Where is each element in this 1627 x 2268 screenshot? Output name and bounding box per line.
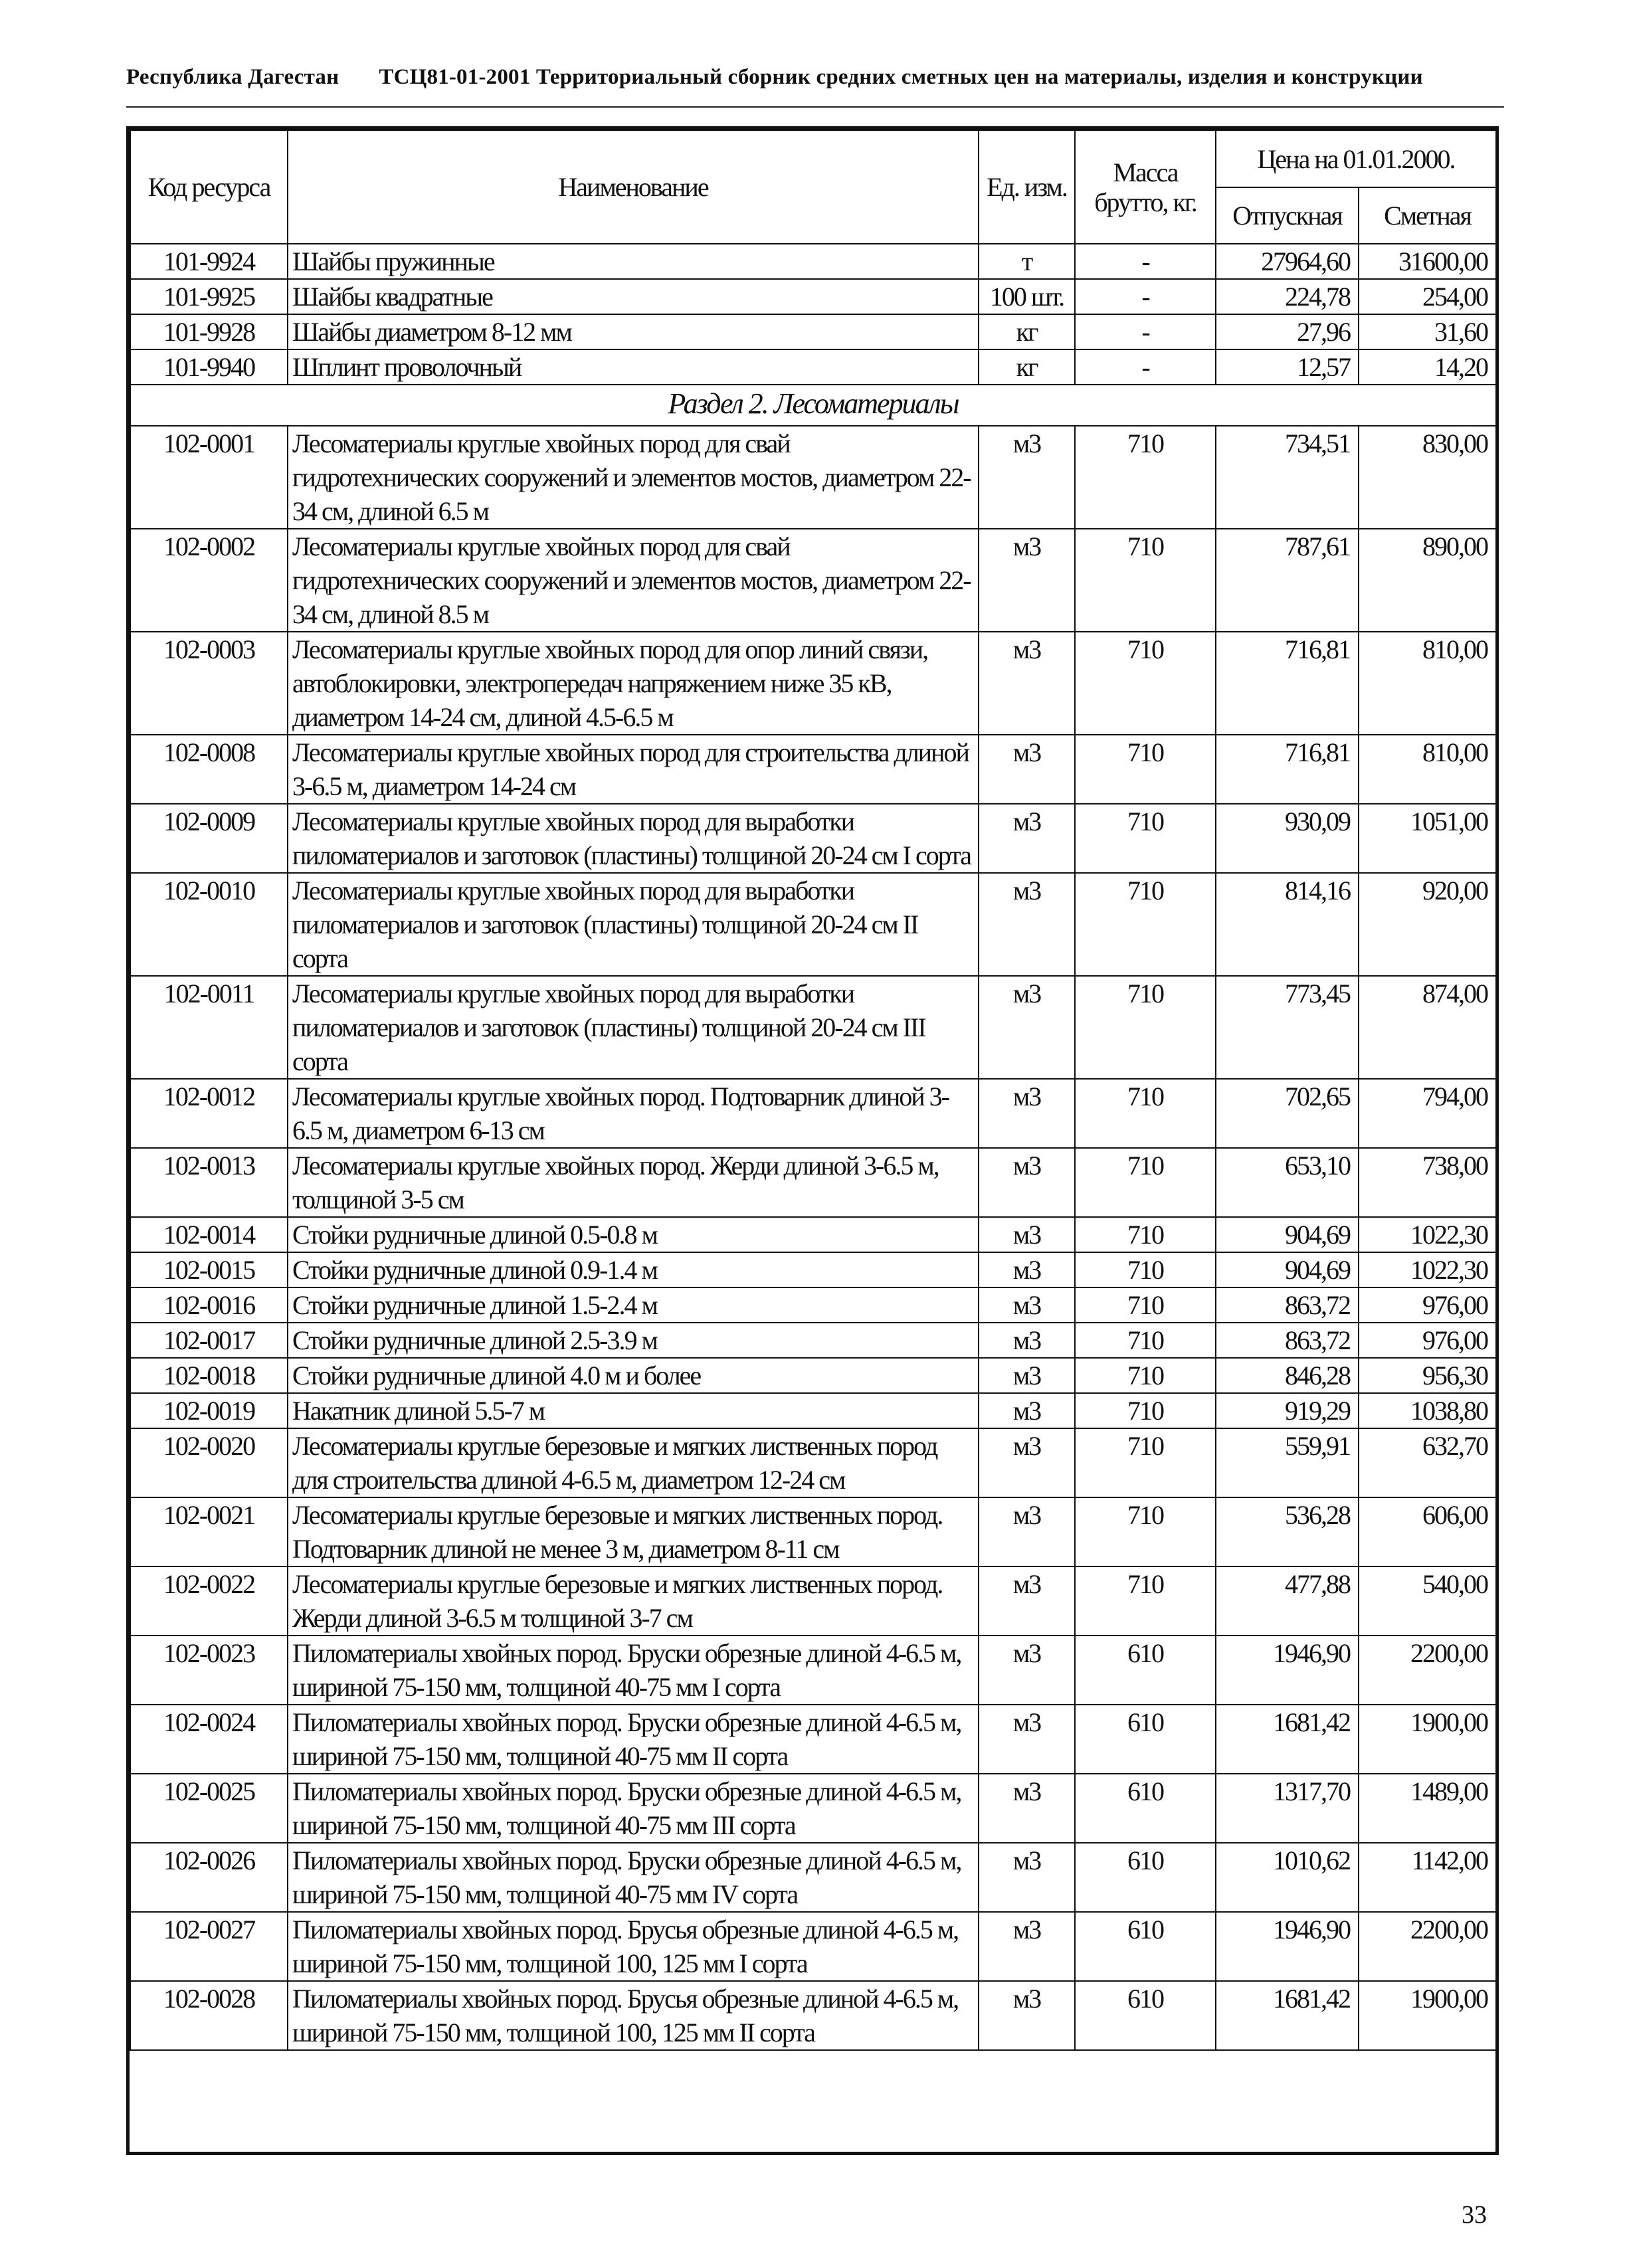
col-header-unit: Ед. изм. xyxy=(979,130,1075,244)
cell-code: 102-0003 xyxy=(130,632,288,735)
col-header-code: Код ресурса xyxy=(130,130,288,244)
cell-estimate-price: 976,00 xyxy=(1359,1323,1496,1358)
header-title: ТСЦ81-01-2001 Территориальный сборник средних сметных цен на материалы, изделия и конструкции xyxy=(379,65,1423,89)
cell-code: 102-0028 xyxy=(130,1981,288,2050)
table-row xyxy=(130,1636,1496,1705)
cell-mass: 710 xyxy=(1075,1252,1216,1287)
cell-unit: м3 xyxy=(979,1843,1075,1912)
cell-name: Стойки рудничные длиной 0.9-1.4 м xyxy=(288,1252,979,1287)
table-row xyxy=(130,1705,1496,1774)
cell-release-price: 716,81 xyxy=(1216,632,1359,735)
cell-estimate-price: 1038,80 xyxy=(1359,1393,1496,1428)
cell-name: Шайбы диаметром 8-12 мм xyxy=(288,314,979,349)
cell-unit: м3 xyxy=(979,976,1075,1079)
cell-code: 101-9928 xyxy=(130,314,288,349)
cell-estimate-price: 540,00 xyxy=(1359,1566,1496,1636)
table-row xyxy=(130,426,1496,529)
cell-unit: м3 xyxy=(979,1217,1075,1252)
cell-code: 102-0012 xyxy=(130,1079,288,1148)
table-row xyxy=(130,1393,1496,1428)
cell-code: 102-0002 xyxy=(130,529,288,632)
cell-name: Пиломатериалы хвойных пород. Бруски обрезные длиной 4-6.5 м, шириной 75-150 мм, толщиной 40-75 мм IV сорта xyxy=(288,1843,979,1912)
cell-unit: м3 xyxy=(979,632,1075,735)
table-row xyxy=(130,1981,1496,2050)
cell-release-price: 787,61 xyxy=(1216,529,1359,632)
cell-code: 101-9925 xyxy=(130,279,288,314)
cell-name: Лесоматериалы круглые хвойных пород для строительства длиной 3-6.5 м, диаметром 14-24 см xyxy=(288,735,979,804)
table-row xyxy=(130,1252,1496,1287)
cell-unit: м3 xyxy=(979,1428,1075,1497)
cell-mass: 710 xyxy=(1075,1148,1216,1217)
cell-release-price: 1681,42 xyxy=(1216,1981,1359,2050)
cell-unit: м3 xyxy=(979,1323,1075,1358)
cell-unit: м3 xyxy=(979,426,1075,529)
cell-code: 102-0023 xyxy=(130,1636,288,1705)
cell-unit: м3 xyxy=(979,1912,1075,1981)
cell-unit: м3 xyxy=(979,873,1075,976)
cell-unit: м3 xyxy=(979,1497,1075,1566)
cell-code: 102-0016 xyxy=(130,1287,288,1323)
cell-code: 102-0008 xyxy=(130,735,288,804)
cell-name: Стойки рудничные длиной 4.0 м и более xyxy=(288,1358,979,1393)
cell-mass: 710 xyxy=(1075,1217,1216,1252)
cell-name: Лесоматериалы круглые хвойных пород для выработки пиломатериалов и заготовок (пластины) толщиной 20-24 см II сорта xyxy=(288,873,979,976)
cell-estimate-price: 31,60 xyxy=(1359,314,1496,349)
cell-release-price: 702,65 xyxy=(1216,1079,1359,1148)
table-row xyxy=(130,632,1496,735)
cell-name: Лесоматериалы круглые березовые и мягких лиственных пород для строительства длиной 4-6.5 м, диаметром 12-24 см xyxy=(288,1428,979,1497)
table-row xyxy=(130,873,1496,976)
cell-code: 102-0017 xyxy=(130,1323,288,1358)
cell-unit: м3 xyxy=(979,1981,1075,2050)
cell-name: Лесоматериалы круглые хвойных пород. Подтоварник длиной 3-6.5 м, диаметром 6-13 см xyxy=(288,1079,979,1148)
cell-estimate-price: 956,30 xyxy=(1359,1358,1496,1393)
cell-unit: м3 xyxy=(979,1393,1075,1428)
cell-release-price: 1681,42 xyxy=(1216,1705,1359,1774)
cell-name: Пиломатериалы хвойных пород. Брусья обрезные длиной 4-6.5 м, шириной 75-150 мм, толщиной 100, 125 мм I сорта xyxy=(288,1912,979,1981)
cell-estimate-price: 810,00 xyxy=(1359,632,1496,735)
cell-name: Пиломатериалы хвойных пород. Бруски обрезные длиной 4-6.5 м, шириной 75-150 мм, толщиной 40-75 мм III сорта xyxy=(288,1774,979,1843)
cell-unit: м3 xyxy=(979,1358,1075,1393)
cell-unit: м3 xyxy=(979,1774,1075,1843)
cell-name: Шплинт проволочный xyxy=(288,349,979,385)
cell-name: Лесоматериалы круглые хвойных пород. Жерди длиной 3-6.5 м, толщиной 3-5 см xyxy=(288,1148,979,1217)
cell-name: Лесоматериалы круглые хвойных пород для выработки пиломатериалов и заготовок (пластины) толщиной 20-24 см III сорта xyxy=(288,976,979,1079)
table-row xyxy=(130,1774,1496,1843)
table-row xyxy=(130,529,1496,632)
cell-unit: м3 xyxy=(979,1566,1075,1636)
cell-name: Пиломатериалы хвойных пород. Бруски обрезные длиной 4-6.5 м, шириной 75-150 мм, толщиной 40-75 мм II сорта xyxy=(288,1705,979,1774)
cell-unit: м3 xyxy=(979,1079,1075,1148)
table-row xyxy=(130,735,1496,804)
header-region: Республика Дагестан xyxy=(126,65,339,89)
header-rule xyxy=(126,106,1504,108)
table-row xyxy=(130,1287,1496,1323)
cell-release-price: 1317,70 xyxy=(1216,1774,1359,1843)
cell-unit: м3 xyxy=(979,1705,1075,1774)
cell-release-price: 716,81 xyxy=(1216,735,1359,804)
cell-estimate-price: 810,00 xyxy=(1359,735,1496,804)
cell-name: Лесоматериалы круглые березовые и мягких лиственных пород. Жерди длиной 3-6.5 м толщиной 3-7 см xyxy=(288,1566,979,1636)
cell-mass: 710 xyxy=(1075,529,1216,632)
table-header-row xyxy=(130,130,1496,187)
cell-release-price: 536,28 xyxy=(1216,1497,1359,1566)
cell-estimate-price: 254,00 xyxy=(1359,279,1496,314)
cell-unit: т xyxy=(979,244,1075,279)
cell-name: Стойки рудничные длиной 1.5-2.4 м xyxy=(288,1287,979,1323)
cell-release-price: 27964,60 xyxy=(1216,244,1359,279)
cell-estimate-price: 794,00 xyxy=(1359,1079,1496,1148)
cell-mass: 710 xyxy=(1075,735,1216,804)
cell-estimate-price: 874,00 xyxy=(1359,976,1496,1079)
cell-release-price: 12,57 xyxy=(1216,349,1359,385)
cell-code: 102-0011 xyxy=(130,976,288,1079)
cell-release-price: 1946,90 xyxy=(1216,1636,1359,1705)
cell-mass: 710 xyxy=(1075,1497,1216,1566)
cell-code: 102-0024 xyxy=(130,1705,288,1774)
cell-mass: 710 xyxy=(1075,1566,1216,1636)
price-table-frame xyxy=(126,126,1499,2155)
cell-mass: 710 xyxy=(1075,1323,1216,1358)
cell-unit: 100 шт. xyxy=(979,279,1075,314)
cell-estimate-price: 738,00 xyxy=(1359,1148,1496,1217)
cell-mass: 710 xyxy=(1075,1428,1216,1497)
cell-code: 102-0009 xyxy=(130,804,288,873)
cell-name: Лесоматериалы круглые хвойных пород для выработки пиломатериалов и заготовок (пластины) толщиной 20-24 см I сорта xyxy=(288,804,979,873)
cell-name: Пиломатериалы хвойных пород. Бруски обрезные длиной 4-6.5 м, шириной 75-150 мм, толщиной 40-75 мм I сорта xyxy=(288,1636,979,1705)
col-header-mass: Масса брутто, кг. xyxy=(1075,130,1216,244)
cell-release-price: 734,51 xyxy=(1216,426,1359,529)
cell-code: 102-0018 xyxy=(130,1358,288,1393)
cell-mass: 610 xyxy=(1075,1843,1216,1912)
cell-mass: - xyxy=(1075,314,1216,349)
cell-name: Стойки рудничные длиной 2.5-3.9 м xyxy=(288,1323,979,1358)
table-body-fasteners xyxy=(130,244,1496,385)
col-header-name: Наименование xyxy=(288,130,979,244)
price-table xyxy=(130,130,1497,2051)
cell-code: 102-0020 xyxy=(130,1428,288,1497)
cell-unit: м3 xyxy=(979,1636,1075,1705)
cell-release-price: 224,78 xyxy=(1216,279,1359,314)
page-header xyxy=(126,65,1504,90)
cell-release-price: 904,69 xyxy=(1216,1252,1359,1287)
cell-mass: 710 xyxy=(1075,426,1216,529)
cell-code: 102-0015 xyxy=(130,1252,288,1287)
table-row xyxy=(130,1428,1496,1497)
table-row xyxy=(130,1566,1496,1636)
cell-release-price: 904,69 xyxy=(1216,1217,1359,1252)
col-header-estimate: Сметная xyxy=(1359,187,1496,244)
cell-name: Лесоматериалы круглые березовые и мягких лиственных пород. Подтоварник длиной не менее 3 м, диаметром 8-11 см xyxy=(288,1497,979,1566)
cell-mass: 610 xyxy=(1075,1705,1216,1774)
table-row xyxy=(130,804,1496,873)
cell-mass: 710 xyxy=(1075,1079,1216,1148)
cell-estimate-price: 1900,00 xyxy=(1359,1981,1496,2050)
cell-code: 101-9940 xyxy=(130,349,288,385)
cell-unit: м3 xyxy=(979,529,1075,632)
cell-code: 102-0021 xyxy=(130,1497,288,1566)
table-row xyxy=(130,1217,1496,1252)
cell-release-price: 27,96 xyxy=(1216,314,1359,349)
cell-mass: 710 xyxy=(1075,804,1216,873)
cell-code: 102-0001 xyxy=(130,426,288,529)
cell-release-price: 559,91 xyxy=(1216,1428,1359,1497)
cell-mass: 610 xyxy=(1075,1981,1216,2050)
cell-mass: 710 xyxy=(1075,976,1216,1079)
table-row xyxy=(130,1323,1496,1358)
section-title: Раздел 2. Лесоматериалы xyxy=(130,385,1496,426)
cell-estimate-price: 1900,00 xyxy=(1359,1705,1496,1774)
table-row xyxy=(130,244,1496,279)
table-row xyxy=(130,1079,1496,1148)
cell-unit: м3 xyxy=(979,1287,1075,1323)
cell-mass: - xyxy=(1075,349,1216,385)
cell-estimate-price: 14,20 xyxy=(1359,349,1496,385)
cell-code: 102-0014 xyxy=(130,1217,288,1252)
cell-mass: 710 xyxy=(1075,873,1216,976)
cell-estimate-price: 890,00 xyxy=(1359,529,1496,632)
cell-mass: 710 xyxy=(1075,632,1216,735)
table-row xyxy=(130,349,1496,385)
cell-estimate-price: 2200,00 xyxy=(1359,1636,1496,1705)
table-row xyxy=(130,1497,1496,1566)
cell-unit: м3 xyxy=(979,1252,1075,1287)
cell-release-price: 919,29 xyxy=(1216,1393,1359,1428)
cell-mass: 710 xyxy=(1075,1358,1216,1393)
table-row xyxy=(130,976,1496,1079)
cell-estimate-price: 2200,00 xyxy=(1359,1912,1496,1981)
table-row xyxy=(130,1148,1496,1217)
cell-code: 102-0019 xyxy=(130,1393,288,1428)
cell-release-price: 863,72 xyxy=(1216,1323,1359,1358)
cell-mass: 610 xyxy=(1075,1636,1216,1705)
cell-unit: кг xyxy=(979,314,1075,349)
cell-estimate-price: 1051,00 xyxy=(1359,804,1496,873)
cell-name: Пиломатериалы хвойных пород. Брусья обрезные длиной 4-6.5 м, шириной 75-150 мм, толщиной 100, 125 мм II сорта xyxy=(288,1981,979,2050)
cell-estimate-price: 31600,00 xyxy=(1359,244,1496,279)
cell-estimate-price: 920,00 xyxy=(1359,873,1496,976)
table-section xyxy=(130,385,1496,426)
cell-estimate-price: 976,00 xyxy=(1359,1287,1496,1323)
cell-estimate-price: 1489,00 xyxy=(1359,1774,1496,1843)
cell-mass: 610 xyxy=(1075,1774,1216,1843)
cell-name: Шайбы пружинные xyxy=(288,244,979,279)
cell-mass: - xyxy=(1075,279,1216,314)
cell-code: 102-0022 xyxy=(130,1566,288,1636)
cell-unit: м3 xyxy=(979,804,1075,873)
cell-mass: 610 xyxy=(1075,1912,1216,1981)
cell-code: 102-0025 xyxy=(130,1774,288,1843)
cell-name: Накатник длиной 5.5-7 м xyxy=(288,1393,979,1428)
section-row xyxy=(130,385,1496,426)
col-header-price-group: Цена на 01.01.2000. xyxy=(1216,130,1496,187)
cell-code: 102-0027 xyxy=(130,1912,288,1981)
cell-code: 101-9924 xyxy=(130,244,288,279)
table-row xyxy=(130,279,1496,314)
cell-release-price: 477,88 xyxy=(1216,1566,1359,1636)
cell-name: Лесоматериалы круглые хвойных пород для опор линий связи, автоблокировки, электропередач напряжением ниже 35 кВ, диаметром 14-24 см, длиной 4.5-6.5 м xyxy=(288,632,979,735)
cell-unit: кг xyxy=(979,349,1075,385)
table-row xyxy=(130,1912,1496,1981)
cell-estimate-price: 606,00 xyxy=(1359,1497,1496,1566)
cell-mass: 710 xyxy=(1075,1287,1216,1323)
cell-name: Стойки рудничные длиной 0.5-0.8 м xyxy=(288,1217,979,1252)
cell-release-price: 653,10 xyxy=(1216,1148,1359,1217)
col-header-release: Отпускная xyxy=(1216,187,1359,244)
cell-mass: 710 xyxy=(1075,1393,1216,1428)
cell-code: 102-0013 xyxy=(130,1148,288,1217)
cell-mass: - xyxy=(1075,244,1216,279)
cell-release-price: 1946,90 xyxy=(1216,1912,1359,1981)
table-row xyxy=(130,1843,1496,1912)
cell-release-price: 1010,62 xyxy=(1216,1843,1359,1912)
table-row xyxy=(130,314,1496,349)
cell-release-price: 863,72 xyxy=(1216,1287,1359,1323)
cell-name: Шайбы квадратные xyxy=(288,279,979,314)
cell-unit: м3 xyxy=(979,735,1075,804)
cell-name: Лесоматериалы круглые хвойных пород для свай гидротехнических сооружений и элементов мостов, диаметром 22-34 см, длиной 8.5 м xyxy=(288,529,979,632)
cell-release-price: 773,45 xyxy=(1216,976,1359,1079)
cell-name: Лесоматериалы круглые хвойных пород для свай гидротехнических сооружений и элементов мостов, диаметром 22-34 см, длиной 6.5 м xyxy=(288,426,979,529)
cell-unit: м3 xyxy=(979,1148,1075,1217)
cell-code: 102-0010 xyxy=(130,873,288,976)
cell-estimate-price: 1142,00 xyxy=(1359,1843,1496,1912)
cell-release-price: 846,28 xyxy=(1216,1358,1359,1393)
cell-estimate-price: 830,00 xyxy=(1359,426,1496,529)
table-body-timber xyxy=(130,426,1496,2050)
cell-code: 102-0026 xyxy=(130,1843,288,1912)
cell-estimate-price: 1022,30 xyxy=(1359,1217,1496,1252)
page-number: 33 xyxy=(1462,2201,1487,2229)
table-row xyxy=(130,1358,1496,1393)
cell-estimate-price: 1022,30 xyxy=(1359,1252,1496,1287)
cell-release-price: 814,16 xyxy=(1216,873,1359,976)
cell-estimate-price: 632,70 xyxy=(1359,1428,1496,1497)
cell-release-price: 930,09 xyxy=(1216,804,1359,873)
